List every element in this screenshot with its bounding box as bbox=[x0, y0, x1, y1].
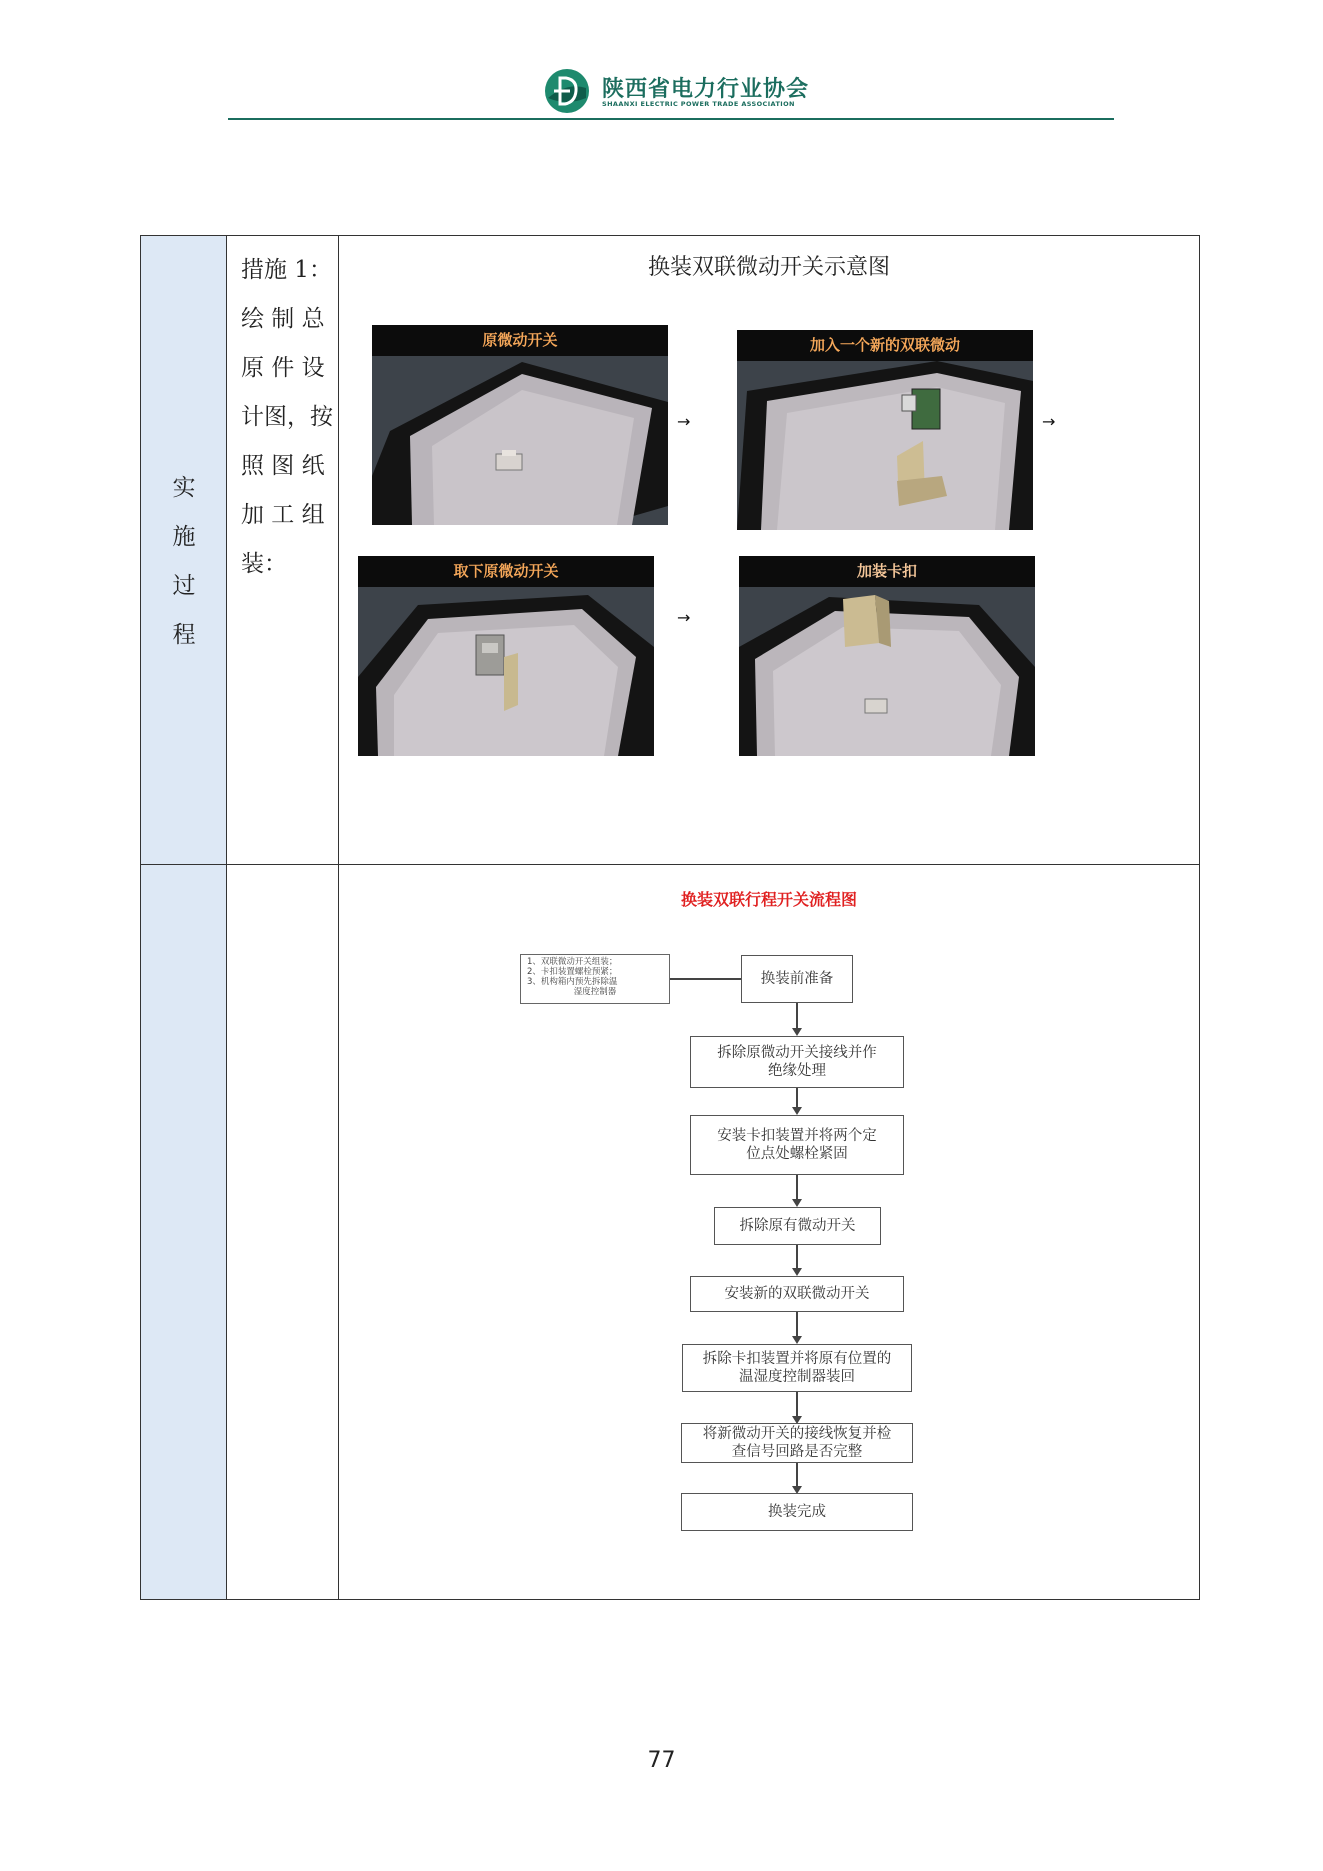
row1-left-cell bbox=[141, 236, 227, 865]
row2-flowchart-cell bbox=[339, 865, 1199, 1599]
shot-caption: 原微动开关 bbox=[372, 325, 668, 356]
row1-measure-cell bbox=[227, 236, 339, 865]
flow-step-4: 拆除原有微动开关 bbox=[714, 1207, 881, 1245]
page-number: 77 bbox=[647, 1748, 676, 1773]
flowchart-title: 换装双联行程开关流程图 bbox=[680, 890, 857, 909]
org-name-cn: 陕西省电力行业协会 bbox=[602, 77, 810, 102]
flow-arrow-icon bbox=[792, 1107, 802, 1115]
flow-step-7: 将新微动开关的接线恢复并检查信号回路是否完整 bbox=[681, 1423, 913, 1463]
shot-caption: 加装卡扣 bbox=[739, 556, 1035, 587]
arrow-3: → bbox=[677, 608, 691, 627]
flow-step-2: 拆除原微动开关接线并作绝缘处理 bbox=[690, 1036, 904, 1088]
shot-remove-original bbox=[358, 556, 654, 756]
association-logo-icon bbox=[544, 68, 590, 114]
flow-step-1: 换装前准备 bbox=[741, 955, 853, 1003]
row2-measure-cell bbox=[227, 865, 339, 1599]
header-rule bbox=[228, 118, 1114, 120]
flow-step-5: 安装新的双联微动开关 bbox=[690, 1276, 904, 1312]
shot-add-buckle bbox=[739, 556, 1035, 756]
scene-render bbox=[737, 361, 1033, 530]
org-name-en: SHAANXI ELECTRIC POWER TRADE ASSOCIATION bbox=[602, 100, 795, 108]
row1-figure-cell bbox=[339, 236, 1199, 865]
measure-text: 措施 1： 绘 制 总 原 件 设 计图，按 照 图 纸 加 工 组 装： bbox=[241, 257, 333, 577]
flow-arrow-icon bbox=[792, 1199, 802, 1207]
implementation-label: 实 施 过 程 bbox=[172, 475, 196, 648]
arrow-2: → bbox=[1042, 412, 1056, 431]
flow-step-3: 安装卡扣装置并将两个定位点处螺栓紧固 bbox=[690, 1115, 904, 1175]
shot-add-new-switch bbox=[737, 330, 1033, 530]
scene-render bbox=[358, 587, 654, 756]
arrow-1: → bbox=[677, 412, 691, 431]
shot-caption: 取下原微动开关 bbox=[358, 556, 654, 587]
figure-title: 换装双联微动开关示意图 bbox=[647, 255, 890, 280]
row2-left-cell bbox=[141, 865, 227, 1599]
flow-arrow-icon bbox=[792, 1336, 802, 1344]
flow-arrow-icon bbox=[792, 1268, 802, 1276]
page-header bbox=[228, 62, 1114, 122]
process-table bbox=[140, 235, 1200, 1600]
flow-step-6: 拆除卡扣装置并将原有位置的温湿度控制器装回 bbox=[682, 1344, 912, 1392]
scene-render bbox=[739, 587, 1035, 756]
shot-original-switch bbox=[372, 325, 668, 525]
flow-arrow-icon bbox=[792, 1028, 802, 1036]
scene-render bbox=[372, 356, 668, 525]
shot-caption: 加入一个新的双联微动 bbox=[737, 330, 1033, 361]
flowchart-note: 1、双联微动开关组装； 2、卡扣装置螺栓预紧； 3、机构箱内预先拆除温 湿度控制器 bbox=[520, 954, 670, 1004]
flow-step-8: 换装完成 bbox=[681, 1493, 913, 1531]
note-connector bbox=[670, 978, 744, 980]
